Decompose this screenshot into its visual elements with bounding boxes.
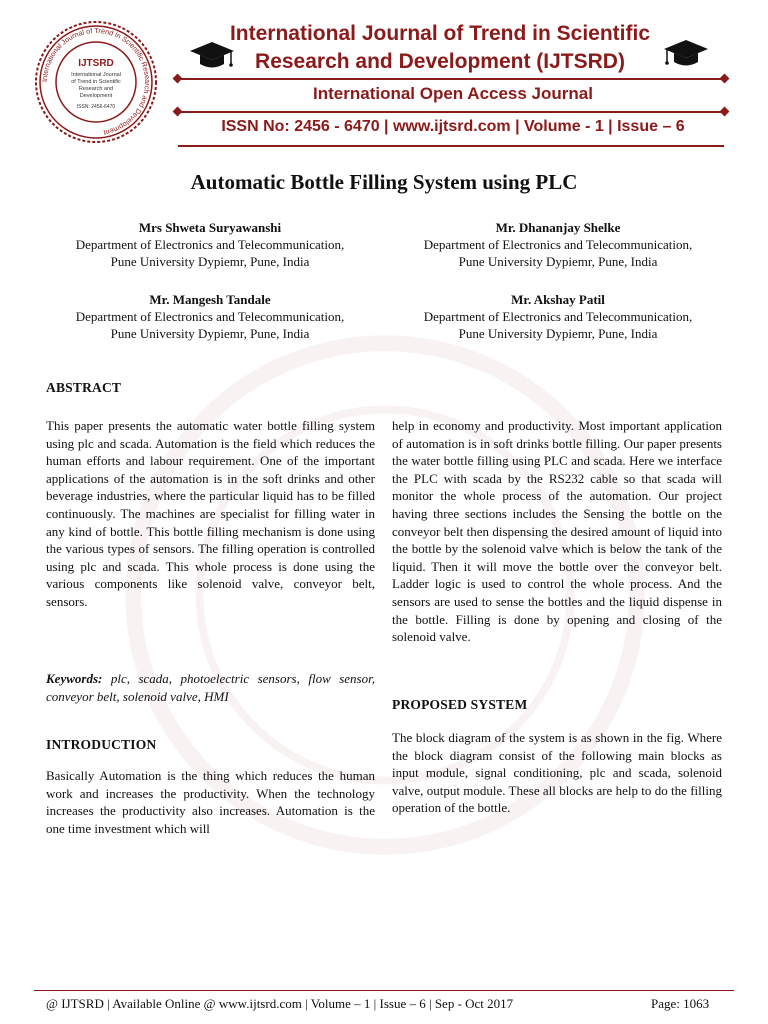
author-department: Department of Electronics and Telecommunication, [75, 309, 345, 324]
keywords-label: Keywords: [46, 671, 103, 686]
journal-header [0, 0, 768, 150]
logo-center-line: International Journal [71, 72, 121, 78]
header-divider [178, 145, 724, 147]
author-name: Mrs Shweta Suryawanshi [138, 220, 282, 235]
author-affiliation: Pune University Dypiemr, Pune, India [458, 326, 658, 341]
author-affiliation: Pune University Dypiemr, Pune, India [458, 254, 658, 269]
keywords [46, 670, 375, 705]
footer-divider [34, 990, 734, 991]
author-block [30, 219, 390, 270]
abstract-heading: ABSTRACT [46, 380, 122, 395]
proposed-system-heading: PROPOSED SYSTEM [392, 697, 528, 712]
page-number: Page: 1063 [651, 996, 710, 1011]
footer-citation: @ IJTSRD | Available Online @ www.ijtsrd.com | Volume – 1 | Issue – 6 | Sep - Oct 2017 [46, 996, 514, 1011]
journal-title-line1: International Journal of Trend in Scientific [229, 22, 651, 45]
author-name: Mr. Dhananjay Shelke [495, 220, 621, 235]
author-department: Department of Electronics and Telecommunication, [75, 237, 345, 252]
introduction-continued-text: help in economy and productivity. Most important application of automation is in soft drinks bottle filling. Our paper presents the water bottle filling using PLC and scada. Here we interface the PLC with scada by the RS232 cable so that scada will monitor the whole process of the automation. Our project having three sections includes the Sensing the bottle on the conveyor belt then dispensing the desired amount of liquid into the bottle by the solenoid valve which is below the tank of the liquid. Then it will move the bottle over the conveyor belt. Ladder logic is used to control the whole process. And the sensors are used to sense the bottles and the liquid dispense in the bottle. Filling is done by opening and closing of the solenoid valve. [392, 418, 722, 645]
divider-ornament [720, 74, 730, 84]
author-name: Mr. Mangesh Tandale [149, 292, 271, 307]
logo-center-line: Research and [78, 86, 114, 92]
journal-subtitle: International Open Access Journal [313, 84, 593, 103]
header-divider [178, 78, 724, 80]
logo-ring-text: International Journal of Trend in Scientific Research and Development [39, 25, 153, 138]
author-block [378, 219, 738, 270]
divider-ornament [173, 74, 183, 84]
abstract-text: This paper presents the automatic water bottle filling system using plc and scada. Automation is the field which reduces the human efforts and labour requirement. One of the important applications of the automation is in the soft drinks and other beverage industries, where the particular liquid has to be filled continuously. The machines are specialist for filling water in any kind of bottle. This bottle filling mechanism is done using the various types of sensors. The filling operation is controlled using plc and scada. This whole process is done using the various components like solenoid valve, conveyor belt, sensors. [46, 418, 375, 609]
proposed-system-text: The block diagram of the system is as shown in the fig. Where the block diagram consist of the following main blocks as input module, signal conditioning, plc and scada, solenoid valve, output module. These all blocks are help to do the filling operation of the bottle. [392, 730, 722, 816]
author-affiliation: Pune University Dypiemr, Pune, India [110, 254, 310, 269]
header-divider [178, 111, 724, 113]
author-name: Mr. Akshay Patil [511, 292, 605, 307]
paper-title: Automatic Bottle Filling System using PLC [190, 170, 578, 194]
issn-line: ISSN No: 2456 - 6470 | www.ijtsrd.com | Volume - 1 | Issue – 6 [221, 118, 685, 135]
introduction-text: Basically Automation is the thing which reduces the human work and increases the productivity. When the technology increases the productivity also increases. Automation is the one time investment which will [46, 768, 375, 836]
author-affiliation: Pune University Dypiemr, Pune, India [110, 326, 310, 341]
author-department: Department of Electronics and Telecommunication, [423, 237, 693, 252]
divider-ornament [720, 107, 730, 117]
keywords-text: plc, scada, photoelectric sensors, flow sensor, conveyor belt, solenoid valve, HMI [46, 671, 375, 704]
journal-title-line2: Research and Development (IJTSRD) [255, 50, 625, 73]
logo-issn: ISSN: 2456-6470 [76, 104, 116, 110]
divider-ornament [173, 107, 183, 117]
author-block [30, 291, 390, 342]
logo-center-line: of Trend in Scientific [71, 79, 121, 85]
journal-logo-seal [34, 20, 158, 144]
logo-center-title: IJTSRD [78, 58, 114, 69]
author-block [378, 291, 738, 342]
logo-center-line: Development [79, 93, 113, 99]
introduction-heading: INTRODUCTION [46, 737, 157, 752]
author-department: Department of Electronics and Telecommunication, [423, 309, 693, 324]
